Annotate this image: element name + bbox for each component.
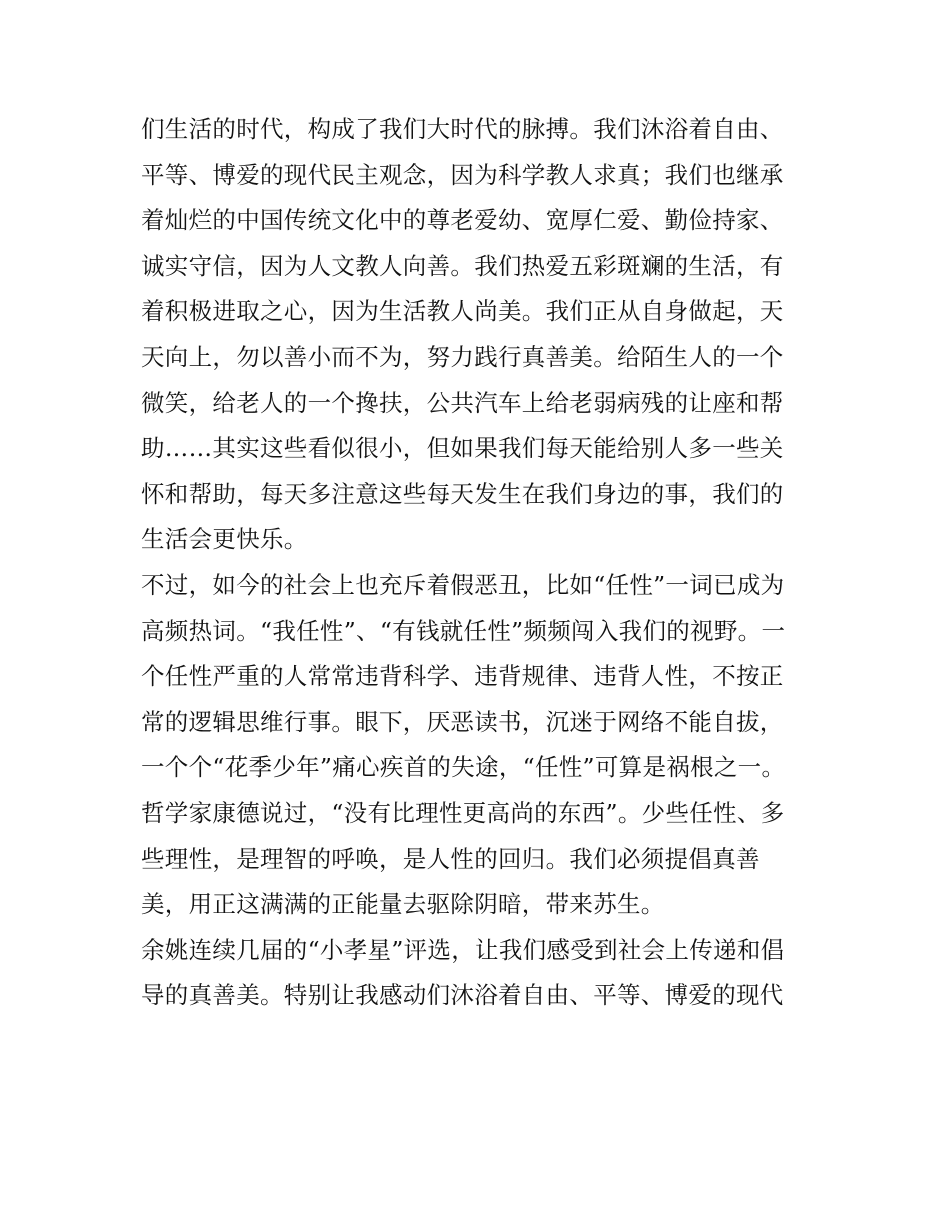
text-line: 不过，如今的社会上也充斥着假恶丑，比如“任性”一词已成为 [141,570,785,599]
text-line: 微笑，给老人的一个搀扶，公共汽车上给老弱病残的让座和帮 [141,388,784,417]
text-line: 着积极进取之心，因为生活教人尚美。我们正从自身做起，天 [141,297,784,326]
text-line: 哲学家康德说过，“没有比理性更高尚的东西”。少些任性、多 [141,798,785,827]
text-line: 余姚连续几届的“小孝星”评选，让我们感受到社会上传递和倡 [141,935,785,964]
text-line: 平等、博爱的现代民主观念，因为科学教人求真；我们也继承 [141,160,784,189]
text-line: 美，用正这满满的正能量去驱除阴暗，带来苏生。 [141,890,665,919]
text-line: 怀和帮助，每天多注意这些每天发生在我们身边的事，我们的 [141,479,784,508]
text-line: 生活会更快乐。 [141,525,308,554]
text-line: 常的逻辑思维行事。眼下，厌恶读书，沉迷于网络不能自拔， [141,707,784,736]
text-line: 个任性严重的人常常违背科学、违背规律、违背人性，不按正 [141,662,784,691]
text-line: 高频热词。“我任性”、“有钱就任性”频频闯入我们的视野。一 [141,616,786,645]
text-line: 助……其实这些看似很小，但如果我们每天能给别人多一些关 [141,434,784,463]
text-line: 些理性，是理智的呼唤，是人性的回归。我们必须提倡真善 [141,844,760,873]
text-line: 着灿烂的中国传统文化中的尊老爱幼、宽厚仁爱、勤俭持家、 [141,206,784,235]
text-line: 们生活的时代，构成了我们大时代的脉搏。我们沐浴着自由、 [141,115,784,143]
text-line: 诚实守信，因为人文教人向善。我们热爱五彩斑斓的生活，有 [141,251,784,280]
text-line: 天向上，勿以善小而不为，努力践行真善美。给陌生人的一个 [141,342,784,371]
text-line: 导的真善美。特别让我感动们沐浴着自由、平等、博爱的现代 [141,981,784,1010]
text-line: 一个个“花季少年”痛心疾首的失途，“任性”可算是祸根之一。 [141,753,786,782]
body-text [141,107,821,1019]
